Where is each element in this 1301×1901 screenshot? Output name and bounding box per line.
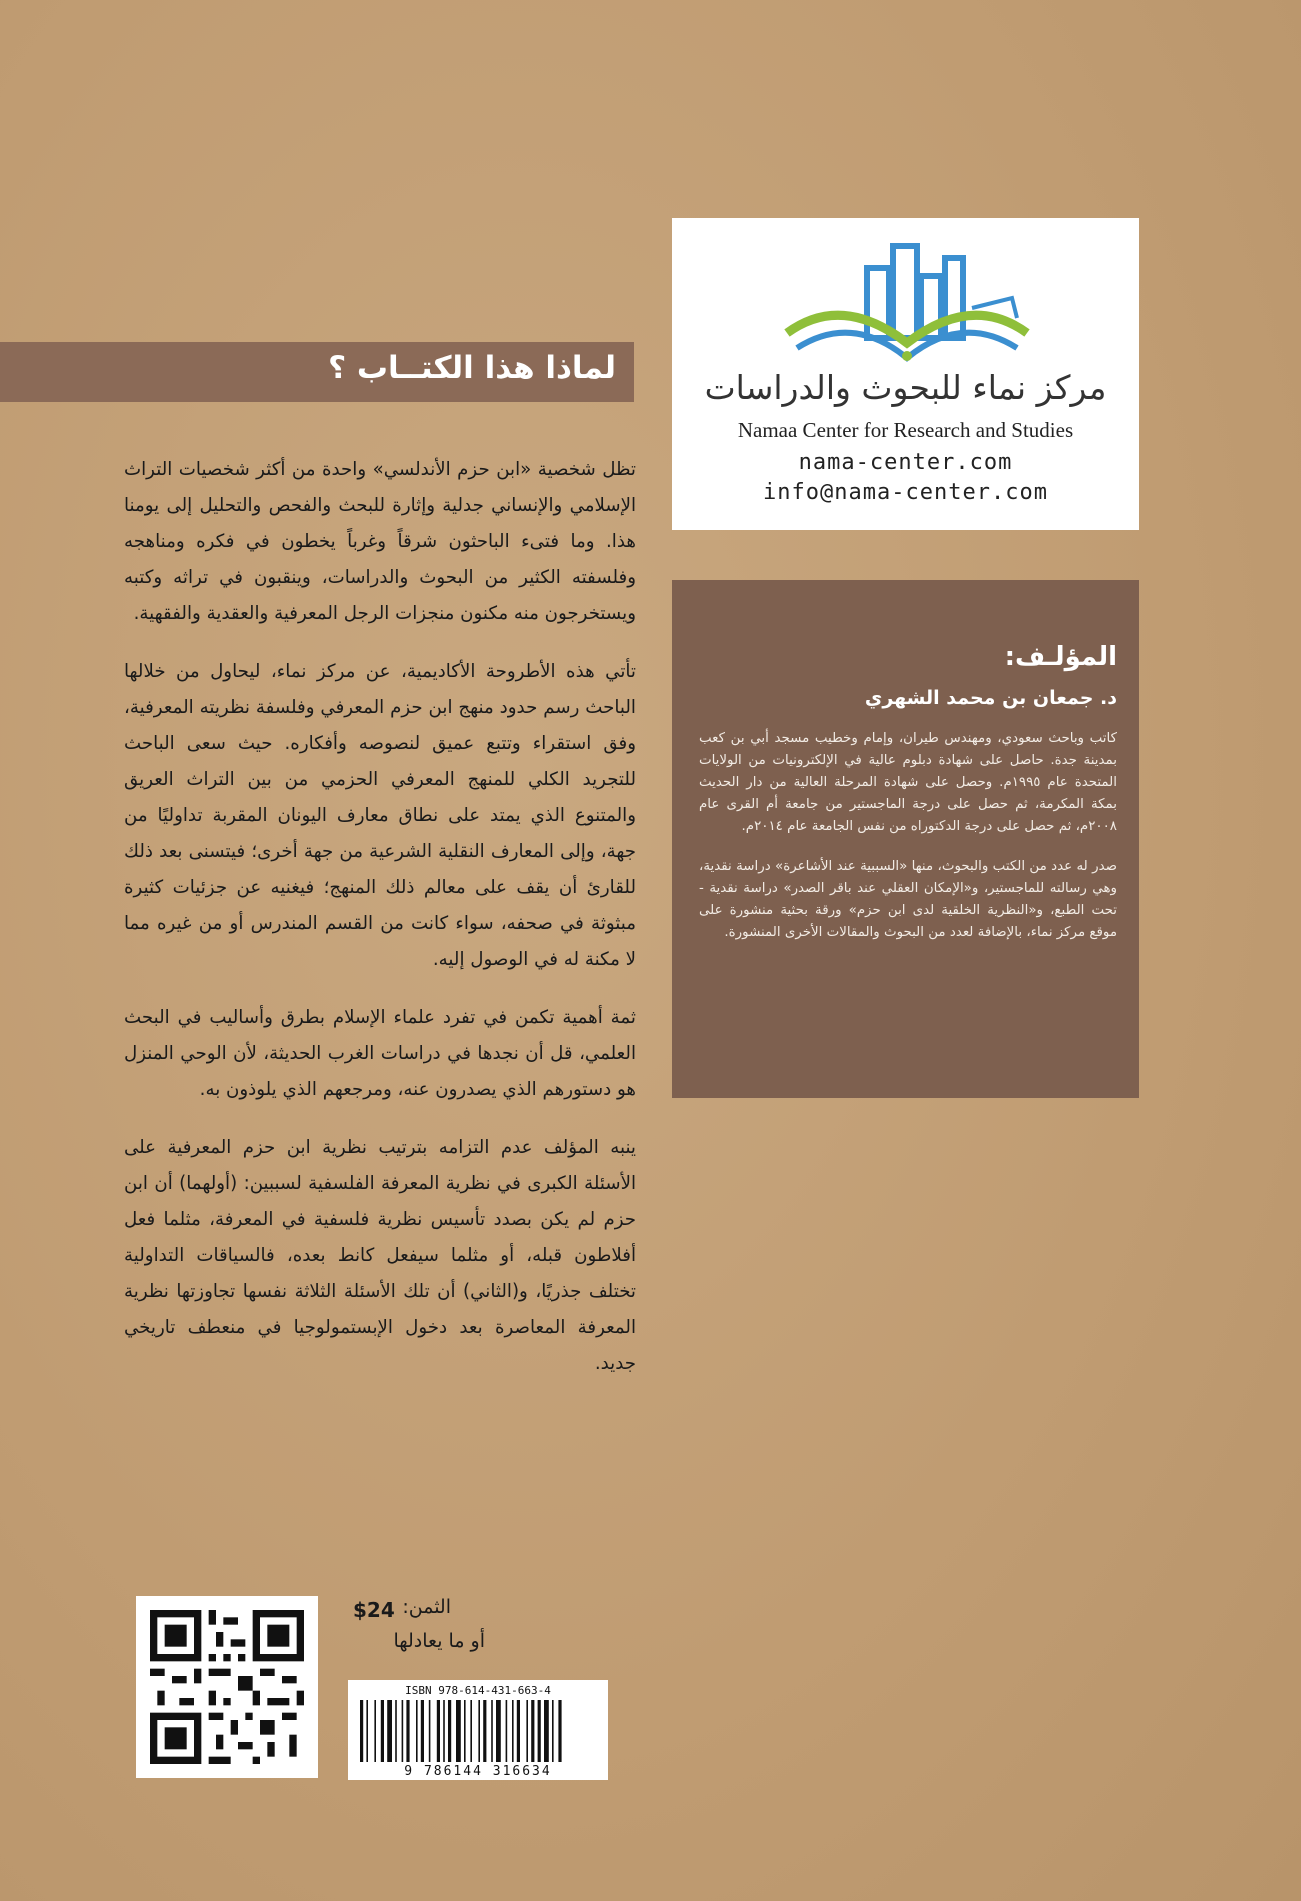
publisher-email: info@nama-center.com (763, 480, 1048, 505)
barcode-icon (360, 1700, 596, 1762)
publisher-name-arabic: مركز نماء للبحوث والدراسات (704, 368, 1107, 407)
isbn-barcode (348, 1680, 608, 1780)
publisher-name-english: Namaa Center for Research and Studies (737, 418, 1074, 442)
author-heading: المؤلـف: (1004, 642, 1117, 672)
author-bio (699, 728, 1117, 962)
description-paragraph: ينبه المؤلف عدم التزامه بترتيب نظرية ابن حزم المعرفية على الأسئلة الكبرى في نظرية المعرفة الفلسفية لسببين: (أولهما) أن ابن حزم لم يكن بصدد تأسيس نظرية فلسفية في المعرفة، مثلما فعل أفلاطون قبله، أو مثلما سيفعل كانط بعده، فالسياقات التداولية تختلف جذريًا، و(الثاني) أن تلك الأسئلة الثلاثة نفسها تجاوزتها نظرية المعرفة المعاصرة بعد دخول الإبستمولوجيا في منعطف تاريخي جديد. (124, 1137, 636, 1374)
why-this-book-banner (0, 342, 634, 402)
author-box (672, 580, 1139, 1098)
price-equivalent: أو ما يعادلها (393, 1630, 485, 1652)
author-bio-paragraph: كاتب وباحث سعودي، ومهندس طيران، وإمام وخطيب مسجد أبي بن كعب بمدينة جدة. حاصل على شهادة دبلوم عالية في الإلكترونيات من الولايات المتحدة عام ١٩٩٥م. وحصل على شهادة المرحلة العالية من دار الحديث بمكة المكرمة، ثم حصل على درجة الماجستير من جامعة أم القرى عام ٢٠٠٨م، ثم حصل على درجة الدكتوراه من نفس الجامعة عام ٢٠١٤م. (699, 731, 1117, 834)
price-label: الثمن: (402, 1596, 451, 1618)
author-bio-paragraph: صدر له عدد من الكتب والبحوث، منها «السببية عند الأشاعرة» دراسة نقدية، وهي رسالته للماجستير، و«الإمكان العقلي عند باقر الصدر» دراسة نقدية - تحت الطبع، و«النظرية الخلقية لدى ابن حزم» ورقة بحثية منشورة على موقع مركز نماء، بالإضافة لعدد من البحوث والمقالات الأخرى المنشورة. (699, 859, 1117, 940)
publisher-website: nama-center.com (798, 450, 1013, 475)
isbn-text: ISBN 978-614-431-663-4 (405, 1684, 551, 1697)
why-this-book-title: لماذا هذا الكتــاب ؟ (328, 350, 616, 386)
author-name: د. جمعان بن محمد الشهري (864, 687, 1117, 709)
qr-code-icon (150, 1610, 304, 1764)
publisher-logo-box (672, 218, 1139, 530)
why-this-book-text (124, 452, 636, 1404)
barcode-number: 9 786144 316634 (404, 1764, 552, 1779)
price-value: $24 (353, 1598, 395, 1622)
description-paragraph: ثمة أهمية تكمن في تفرد علماء الإسلام بطرق وأساليب في البحث العلمي، قل أن نجدها في دراسات الغرب الحديثة، لأن الوحي المنزل هو دستورهم الذي يصدرون عنه، ومرجعهم الذي يلوذون به. (124, 1007, 636, 1100)
publisher-logo-icon (772, 238, 1042, 368)
qr-code (136, 1596, 318, 1778)
description-paragraph: تأتي هذه الأطروحة الأكاديمية، عن مركز نماء، ليحاول من خلالها الباحث رسم حدود منهج ابن حزم المعرفي وفلسفة نظريته المعرفية، وفق استقراء وتتبع عميق لنصوصه وأفكاره. حيث سعى الباحث للتجريد الكلي للمنهج المعرفي الحزمي من بين التراث العريق والمتنوع الذي يمتد على نطاق معارف اليونان المقربة تداوليًا من جهة، وإلى المعارف النقلية الشرعية من جهة أخرى؛ فيتسنى بعد ذلك للقارئ أن يقف على معالم ذلك المنهج؛ فيغنيه عن جزئيات كثيرة مبثوثة في صحفه، سواء كانت من القسم المندرس أو من غيره مما لا مكنة له في الوصول إليه. (124, 661, 636, 970)
description-paragraph: تظل شخصية «ابن حزم الأندلسي» واحدة من أكثر شخصيات التراث الإسلامي والإنساني جدلية وإثارة للبحث والفحص والتحليل إلى يومنا هذا. وما فتىء الباحثون شرقاً وغرباً يخطون في فكره ومناهجه وفلسفته الكثير من البحوث والدراسات، وينقبون في تراثه وكتبه ويستخرجون منه مكنون منجزات الرجل المعرفية والعقدية والفقهية. (124, 459, 636, 624)
